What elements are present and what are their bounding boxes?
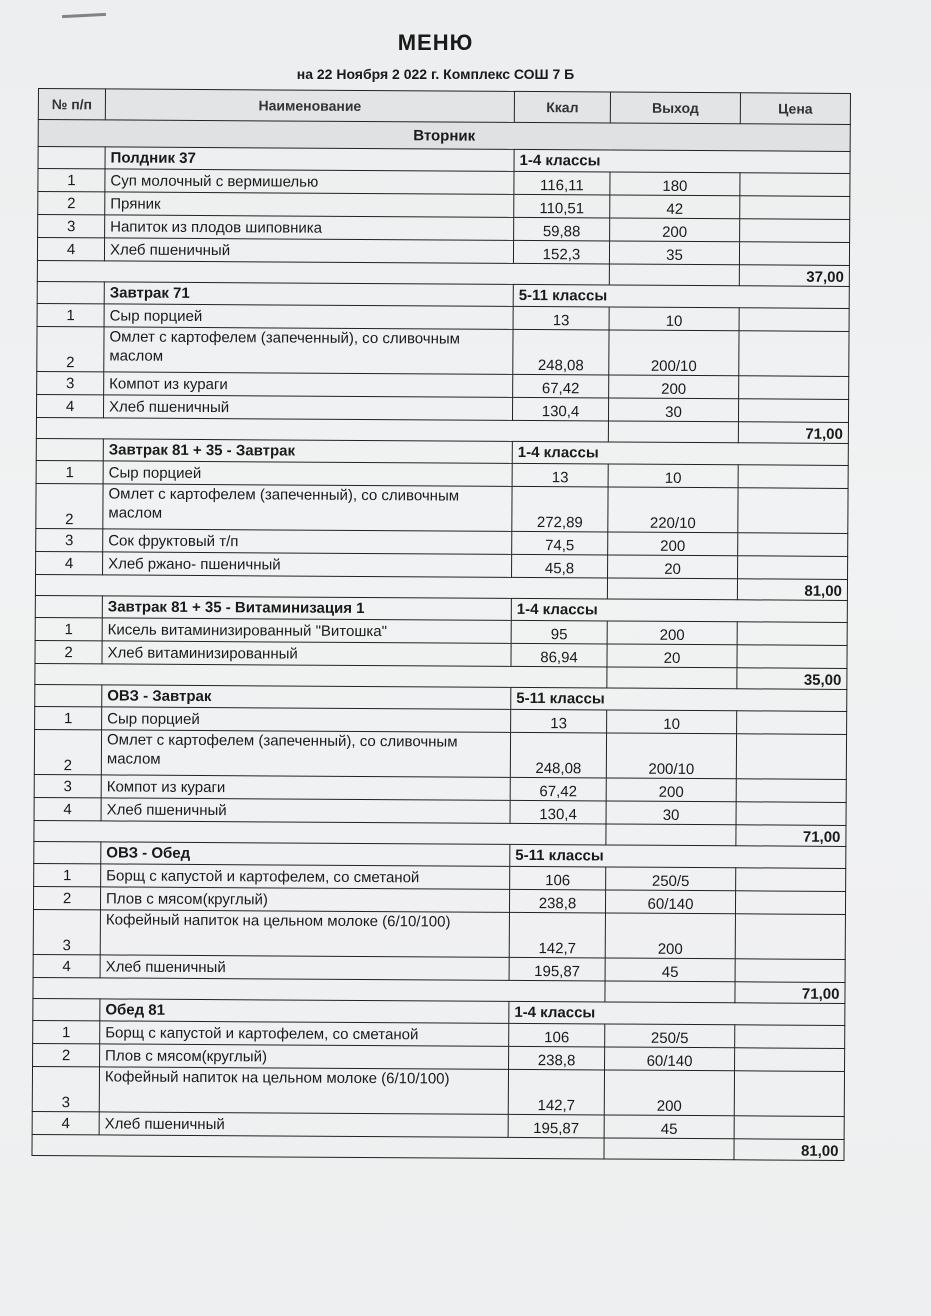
- item-price: [737, 622, 847, 646]
- item-price: [735, 914, 845, 960]
- item-price: [735, 1025, 845, 1049]
- item-name: Омлет с картофелем (запеченный), со сливочным маслом: [103, 484, 512, 531]
- item-number: 2: [35, 640, 102, 663]
- item-price: [737, 645, 847, 669]
- item-price: [738, 465, 848, 489]
- section-title: ОВЗ - Завтрак: [102, 685, 511, 709]
- section-total-price: 71,00: [735, 982, 845, 1004]
- section-title: Обед 81: [100, 999, 509, 1023]
- item-number: 2: [33, 886, 100, 909]
- item-kcal: 106: [510, 866, 606, 890]
- total-spacer-output: [607, 667, 737, 689]
- item-output: 10: [608, 464, 738, 488]
- item-number: 3: [32, 1066, 99, 1111]
- section-total-row: [32, 1134, 844, 1160]
- item-name: Суп молочный с вермишелью: [105, 169, 514, 194]
- item-output: 250/5: [605, 1024, 735, 1048]
- item-name: Плов с мясом(круглый): [100, 1044, 509, 1069]
- item-kcal: 67,42: [510, 777, 606, 801]
- item-kcal: 67,42: [513, 374, 609, 398]
- item-number: 1: [36, 460, 103, 483]
- item-name: Компот из кураги: [104, 372, 513, 397]
- menu-table-wrap: [31, 88, 850, 1161]
- item-name: Омлет с картофелем (запеченный), со сливочным маслом: [101, 730, 510, 777]
- item-output: 200: [610, 218, 740, 242]
- item-name: Сыр порцией: [102, 707, 511, 732]
- item-price: [735, 959, 845, 983]
- item-name: Борщ с капустой и картофелем, со сметаной: [101, 864, 510, 889]
- item-name: Кисель витаминизированный "Витошка": [102, 618, 511, 643]
- item-output: 200: [607, 621, 737, 645]
- section-classes: 1-4 классы: [512, 441, 848, 465]
- total-spacer-output: [607, 578, 737, 600]
- item-name: Сок фруктовый т/п: [103, 529, 512, 554]
- item-output: 200: [609, 375, 739, 399]
- item-number: 4: [36, 394, 103, 417]
- item-kcal: 152,3: [513, 240, 609, 264]
- total-spacer-output: [606, 824, 736, 846]
- item-number: 2: [36, 483, 103, 528]
- item-number: 4: [37, 238, 104, 261]
- item-kcal: 110,51: [514, 194, 610, 218]
- item-kcal: 116,11: [514, 171, 610, 195]
- total-spacer-output: [609, 264, 739, 286]
- item-price: [735, 1048, 845, 1072]
- item-kcal: 142,7: [509, 912, 605, 958]
- item-name: Напиток из плодов шиповника: [105, 215, 514, 240]
- item-price: [739, 331, 849, 377]
- item-output: 60/140: [605, 890, 735, 914]
- col-header-name: Наименование: [105, 89, 514, 122]
- header-row: [38, 89, 850, 125]
- item-kcal: 13: [511, 709, 607, 733]
- item-kcal: 195,87: [508, 1114, 604, 1138]
- item-number: 2: [38, 192, 105, 215]
- item-price: [739, 376, 849, 400]
- item-number: 1: [35, 706, 102, 729]
- item-output: 45: [604, 1115, 734, 1139]
- table-row: [33, 909, 845, 959]
- item-output: 60/140: [605, 1047, 735, 1071]
- item-output: 20: [607, 644, 737, 668]
- section-classes: 1-4 классы: [509, 1001, 845, 1025]
- section-spacer: [37, 281, 104, 303]
- section-total-price: 35,00: [737, 668, 847, 690]
- section-spacer: [34, 841, 101, 863]
- item-price: [739, 308, 849, 332]
- day-label: Вторник: [38, 120, 850, 152]
- item-price: [738, 556, 848, 580]
- total-spacer-output: [604, 1138, 734, 1160]
- item-output: 200: [604, 1070, 734, 1116]
- item-kcal: 86,94: [511, 643, 607, 667]
- page-title: МЕНЮ: [397, 30, 474, 55]
- item-name: Хлеб пшеничный: [104, 238, 513, 263]
- item-kcal: 272,89: [512, 486, 608, 532]
- section-total-price: 71,00: [736, 825, 846, 847]
- item-output: 200: [608, 532, 738, 556]
- section-title: Полдник 37: [105, 147, 514, 171]
- item-number: 2: [37, 326, 104, 371]
- item-price: [740, 173, 850, 197]
- item-kcal: 142,7: [508, 1069, 604, 1115]
- item-output: 30: [608, 398, 738, 422]
- item-price: [740, 219, 850, 243]
- item-name: Борщ с капустой и картофелем, со сметаной: [100, 1021, 509, 1046]
- pen-mark: [62, 13, 106, 18]
- item-price: [736, 734, 846, 780]
- item-name: Хлеб витаминизированный: [102, 641, 511, 666]
- item-name: Хлеб ржано- пшеничный: [103, 552, 512, 577]
- item-number: 1: [37, 303, 104, 326]
- item-name: Сыр порцией: [103, 461, 512, 486]
- item-number: 1: [35, 617, 102, 640]
- item-price: [734, 1071, 844, 1117]
- item-output: 35: [609, 241, 739, 265]
- total-spacer-output: [605, 981, 735, 1003]
- item-number: 4: [34, 797, 101, 820]
- item-kcal: 130,4: [512, 397, 608, 421]
- item-number: 2: [33, 1043, 100, 1066]
- item-kcal: 13: [513, 306, 609, 330]
- item-price: [738, 488, 848, 534]
- section-title: Завтрак 81 + 35 - Завтрак: [103, 439, 512, 463]
- item-number: 3: [34, 774, 101, 797]
- item-output: 10: [607, 710, 737, 734]
- item-kcal: 106: [509, 1023, 605, 1047]
- item-price: [735, 891, 845, 915]
- table-row: [34, 729, 846, 779]
- section-total-price: 71,00: [738, 422, 848, 444]
- col-header-price: Цена: [740, 93, 850, 125]
- table-row: [37, 326, 849, 376]
- item-number: 3: [36, 528, 103, 551]
- item-number: 3: [38, 215, 105, 238]
- item-kcal: 238,8: [509, 1046, 605, 1070]
- item-output: 45: [605, 958, 735, 982]
- section-classes: 5-11 классы: [513, 284, 849, 308]
- item-kcal: 238,8: [509, 889, 605, 913]
- item-output: 200: [605, 913, 735, 959]
- item-output: 200/10: [609, 330, 739, 376]
- item-name: Компот из кураги: [101, 775, 510, 800]
- item-name: Пряник: [105, 192, 514, 217]
- item-price: [739, 242, 849, 266]
- section-spacer: [38, 147, 105, 169]
- item-number: 4: [32, 1111, 99, 1134]
- item-output: 200: [606, 778, 736, 802]
- menu-table: [31, 88, 851, 1161]
- item-number: 1: [33, 1020, 100, 1043]
- col-header-kcal: Ккал: [514, 91, 610, 123]
- page-subtitle: на 22 Ноября 2 022 г. Комплекс СОШ 7 Б: [296, 66, 575, 82]
- section-total-price: 37,00: [739, 265, 849, 287]
- item-kcal: 130,4: [510, 800, 606, 824]
- section-classes: 1-4 классы: [511, 598, 847, 622]
- section-spacer: [33, 998, 100, 1020]
- menu-body: [32, 120, 850, 1161]
- section-total-price: 81,00: [734, 1139, 844, 1161]
- item-name: Хлеб пшеничный: [103, 395, 512, 420]
- item-number: 3: [33, 909, 100, 954]
- section-title: Завтрак 71: [104, 282, 513, 306]
- item-kcal: 95: [511, 620, 607, 644]
- item-kcal: 59,88: [514, 217, 610, 241]
- item-price: [740, 196, 850, 220]
- item-price: [738, 399, 848, 423]
- item-number: 1: [38, 169, 105, 192]
- table-row: [32, 1066, 844, 1116]
- item-output: 30: [606, 801, 736, 825]
- total-spacer: [32, 1134, 604, 1158]
- item-name: Сыр порцией: [104, 304, 513, 329]
- item-number: 4: [36, 551, 103, 574]
- item-price: [738, 533, 848, 557]
- table-row: [36, 483, 848, 533]
- section-spacer: [35, 684, 102, 706]
- item-price: [736, 802, 846, 826]
- section-title: Завтрак 81 + 35 - Витаминизация 1: [102, 596, 511, 620]
- item-output: 42: [610, 195, 740, 219]
- item-price: [736, 779, 846, 803]
- col-header-number: № п/п: [38, 89, 105, 120]
- item-price: [736, 868, 846, 892]
- item-output: 20: [608, 555, 738, 579]
- section-classes: 1-4 классы: [514, 149, 850, 173]
- item-kcal: 74,5: [512, 531, 608, 555]
- item-number: 4: [33, 954, 100, 977]
- item-price: [737, 711, 847, 735]
- section-spacer: [36, 438, 103, 460]
- col-header-output: Выход: [610, 92, 740, 124]
- item-output: 10: [609, 307, 739, 331]
- item-number: 2: [34, 729, 101, 774]
- item-kcal: 13: [512, 463, 608, 487]
- item-kcal: 248,08: [513, 329, 609, 375]
- item-output: 220/10: [608, 487, 738, 533]
- item-price: [734, 1116, 844, 1140]
- item-name: Хлеб пшеничный: [99, 1112, 508, 1137]
- section-spacer: [35, 595, 102, 617]
- item-number: 1: [34, 863, 101, 886]
- item-kcal: 195,87: [509, 957, 605, 981]
- section-total-price: 81,00: [737, 579, 847, 601]
- item-name: Хлеб пшеничный: [101, 798, 510, 823]
- item-name: Омлет с картофелем (запеченный), со сливочным маслом: [104, 327, 513, 374]
- item-kcal: 248,08: [510, 732, 606, 778]
- item-name: Хлеб пшеничный: [100, 955, 509, 980]
- item-name: Кофейный напиток на цельном молоке (6/10/100): [100, 910, 509, 957]
- item-output: 250/5: [606, 867, 736, 891]
- item-output: 200/10: [606, 733, 736, 779]
- item-name: Кофейный напиток на цельном молоке (6/10/100): [99, 1067, 508, 1114]
- item-name: Плов с мясом(круглый): [100, 887, 509, 912]
- section-classes: 5-11 классы: [510, 844, 846, 868]
- section-classes: 5-11 классы: [511, 687, 847, 711]
- section-title: ОВЗ - Обед: [101, 842, 510, 866]
- item-number: 3: [37, 371, 104, 394]
- item-kcal: 45,8: [512, 554, 608, 578]
- total-spacer-output: [608, 421, 738, 443]
- item-output: 180: [610, 172, 740, 196]
